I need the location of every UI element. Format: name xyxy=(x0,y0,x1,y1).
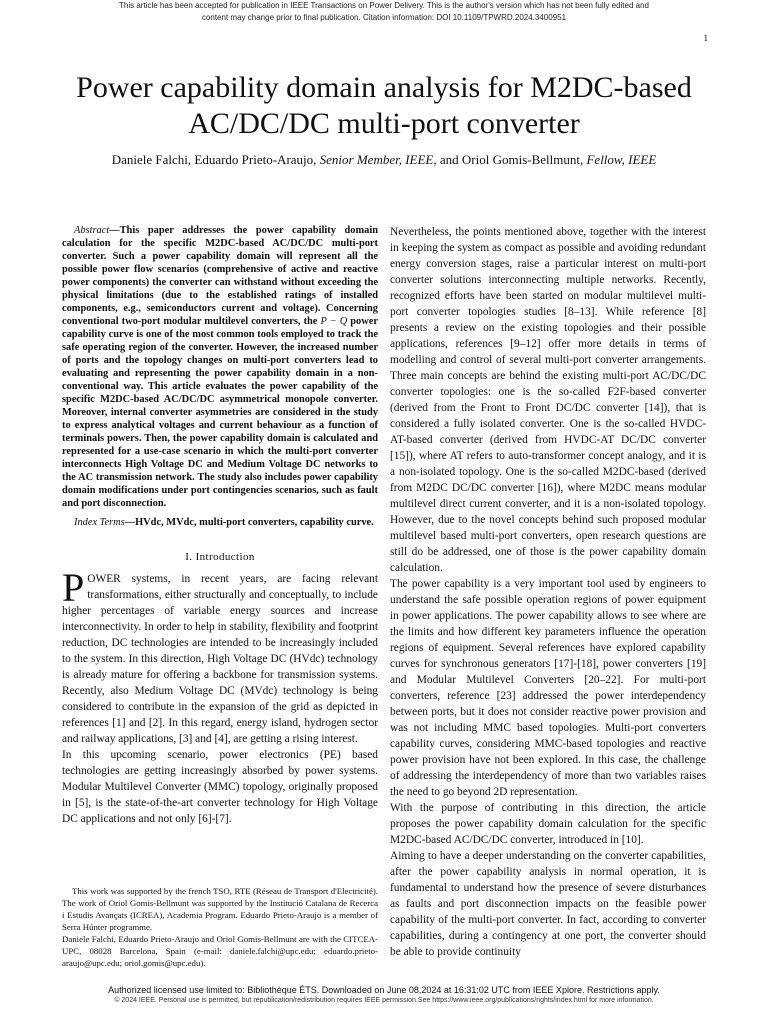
publication-notice xyxy=(0,0,768,24)
author-names-2: and Oriol Gomis-Bellmunt, xyxy=(436,152,587,167)
intro-paragraph-2: In this upcoming scenario, power electronics (PE) based technologies are getting increasingly absorbed by power systems. Modular Multilevel Converter (MMC) topology, originally proposed in [5], is the state-of-the-art converter technology for High Voltage DC applications and not only [6]-[7]. xyxy=(62,749,378,825)
license-footer-line-1: Authorized licensed use limited to: Bibliothèque ÉTS. Downloaded on June 08,2024 at 16:31:02 UTC from IEEE Xplore. Restrictions apply. xyxy=(108,985,660,995)
paper-title: Power capability domain analysis for M2DC-based AC/DC/DC multi-port converter xyxy=(76,71,692,140)
abstract-label: Abstract xyxy=(74,225,110,236)
author-names-1: Daniele Falchi, Eduardo Prieto-Araujo, xyxy=(111,152,320,167)
drop-cap: P xyxy=(62,565,85,610)
right-paragraph-4: Aiming to have a deeper understanding on the converter capabilities, after the power capability analysis in normal operation, it is fundamental to understand how the presence of severe disturbances as faults and port disconnection impacts on the feasible power capability of the multi-port converter. In fact, according to converter capabilities, during a contingency at one port, the converter should be able to provide continuity xyxy=(390,850,706,958)
publication-notice-line-2: content may change prior to final publication. Citation information: DOI 10.1109/TPWRD.2024.3400951 xyxy=(201,13,567,22)
publication-notice-line-1: This article has been accepted for publication in IEEE Transactions on Power Delivery. This is the author's version which has not been fully edited and xyxy=(119,1,649,10)
abstract xyxy=(62,224,378,510)
license-footer-line-2: © 2024 IEEE. Personal use is permitted, but republication/redistribution requires IEEE permission.See https://www.ieee.org/publications/rights/index.html for more information. xyxy=(114,997,654,1004)
author-role-1: Senior Member, IEEE, xyxy=(319,152,437,167)
footnote-funding: This work was supported by the french TSO, RTE (Réseau de Transport d'Electricité). The work of Oriol Gomis-Bellmunt was supported by the Institució Catalana de Recerca i Estudis Avançats (ICREA), Academia Program. Eduardo Prieto-Araujo is a member of Serra Húnter programme. xyxy=(62,886,378,932)
footnotes xyxy=(62,885,378,969)
abstract-math: P − Q xyxy=(320,316,348,327)
license-footer xyxy=(0,984,768,1006)
abstract-text-a: —This paper addresses the power capability domain calculation for the specific M2DC-based AC/DC/DC multi-port converter. Such a power capability domain will represent all the possible power flow scenarios (comprehensive of active and reactive power components) the converter can withstand without exceeding the physical limitations (due to the established ratings of installed components, e.g., semiconductors current and voltage). Concerning conventional two-port modular multilevel converters, the xyxy=(62,225,378,327)
index-terms-label: Index Terms xyxy=(74,517,125,528)
right-column xyxy=(390,224,706,960)
author-list xyxy=(30,152,738,168)
abstract-text-b: power capability curve is one of the most common tools employed to track the safe operating region of the converter. However, the increased number of ports and the topology changes on multi-port converters lead to evaluating and representing the power capability domain in a non-conventional way. This article evaluates the power capability of the specific M2DC-based AC/DC/DC asymmetrical monopole converter. Moreover, internal converter asymmetries are considered in the study to express analytical voltages and current behaviour as a function of terminals powers. Then, the power capability domain is calculated and represented for a use-case scenario in which the multi-port converter interconnects High Voltage DC and Medium Voltage DC networks to the AC transmission network. The study also includes power capability domain modifications under port contingencies scenarios, such as fault and port disconnection. xyxy=(62,316,378,509)
section-heading-introduction: I. Introduction xyxy=(185,551,255,563)
index-terms-text: —HVdc, MVdc, multi-port converters, capability curve. xyxy=(124,517,374,528)
page-number: 1 xyxy=(703,33,708,43)
intro-paragraph-1-text: OWER systems, in recent years, are facing relevant transformations, either structurally and conceptually, to include higher percentages of variable energy sources and increase interconnectivity. In order to help in stability, flexibility and footprint reduction, DC technologies are intended to be increasingly included to the system. In this direction, High Voltage DC (HVdc) technology is already mature for offering a backbone for transmission systems. Recently, also Medium Voltage DC (MVdc) technology is being considered to contribute in the expansion of the grid as depicted in references [1] and [2]. In this regard, energy island, hydrogen sector and railway applications, [3] and [4], are getting a rising interest. xyxy=(62,573,378,745)
index-terms xyxy=(62,516,378,529)
footnote-affiliation: Daniele Falchi, Eduardo Prieto-Araujo and Oriol Gomis-Bellmunt are with the CITCEA-UPC, 08028 Barcelona, Spain (e-mail: daniele.falchi@upc.edu; eduardo.prieto-araujo@upc.edu; oriol.gomis@upc.edu). xyxy=(62,934,378,968)
right-paragraph-1: Nevertheless, the points mentioned above, together with the interest in keeping the system as compact as possible and avoiding redundant energy conversion stages, raise a particular interest on multi-port converter solutions interconnecting multiple networks. Recently, recognized efforts have been started on modular multilevel multi-port converter topologies studies [8–13]. While reference [8] presents a review on the existing topologies and their possible applications, references [9–12] offer more details in terms of modelling and control of several multi-port converter arrangements. Three main concepts are behind the existing multi-port AC/DC/DC converter topologies: one is the so-called F2F-based converter (derived from the Front to Front DC/DC converter [14]), that is considered a fully isolated converter. One is the so-called HVDC-AT-based converter (derived from HVDC-AT DC/DC converter [15]), where AT refers to auto-transformer concept analogy, and it is a non-isolated topology. One is the so-called M2DC-based (derived from M2DC DC/DC converter [16]), where M2DC means modular multilevel direct current converter, and it is a non-isolated topology. However, due to the novel concepts behind such proposed modular multilevel based multi-port converters, open research questions are still do be addressed, one of those is the power capability domain calculation. xyxy=(390,226,706,574)
right-paragraph-2: The power capability is a very important tool used by engineers to understand the safe possible operation regions of power equipment in power applications. The power capability allows to see where are the limits and how different key parameters influence the operation regions of equipment. Several references have explored capability curves for synchronous generators [17]-[18], power converters [19] and Modular Multilevel Converters [20–22]. For multi-port converters, reference [23] addressed the power interdependency between ports, but it does not consider reactive power provision and was not including MMC based topologies. Multi-port converters capability curves, considering MMC-based topologies and reactive power provision have not been explored. In this case, the challenge of addressing the interdependency of more than two variables raises the need to go beyond 2D representation. xyxy=(390,578,706,798)
intro-paragraph-1 xyxy=(62,565,378,747)
left-column xyxy=(62,224,378,827)
author-role-2: Fellow, IEEE xyxy=(586,152,657,167)
right-paragraph-3: With the purpose of contributing in this direction, the article proposes the power capability domain calculation for the specific M2DC-based AC/DC/DC converter, introduced in [10]. xyxy=(390,802,706,846)
